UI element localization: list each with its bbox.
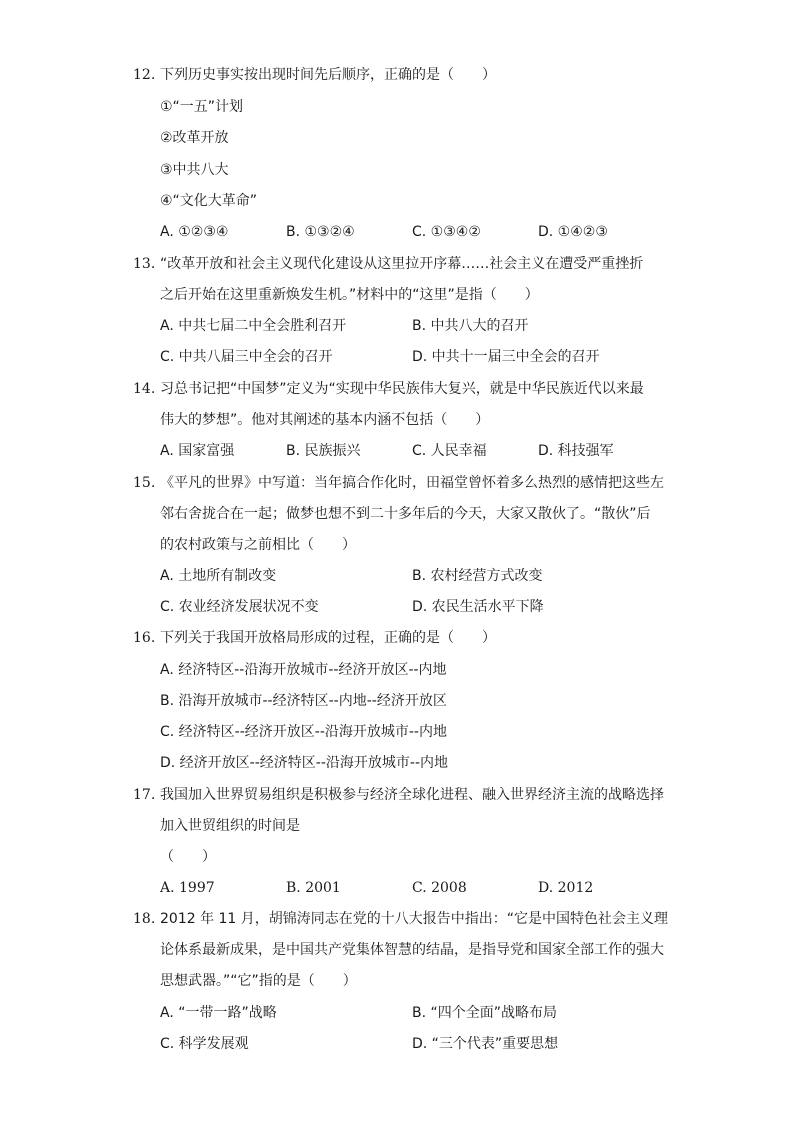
- option-a: A. ①②③④: [160, 224, 229, 240]
- question-stem: 2012 年 11 月，胡锦涛同志在党的十八大报告中指出：“它是中国特色社会主义理: [160, 911, 669, 927]
- option-d: D. “三个代表”重要思想: [412, 1036, 559, 1052]
- question-stem: 下列历史事实按出现时间先后顺序，正确的是（ ）: [160, 67, 496, 83]
- option-c: C. 中共八届三中全会的召开: [160, 349, 333, 365]
- option-c: C. 经济特区--经济开放区--沿海开放城市--内地: [160, 724, 447, 740]
- option-a: A. 中共七届二中全会胜利召开: [160, 318, 347, 334]
- question-stem: 的农村政策与之前相比（ ）: [160, 537, 356, 553]
- option-b: B. 农村经营方式改变: [412, 568, 543, 584]
- option-a: A. “一带一路”战略: [160, 1005, 277, 1021]
- question-stem: 伟大的梦想”。他对其阐述的基本内涵不包括（ ）: [160, 412, 490, 428]
- question-number: 15.: [133, 475, 156, 491]
- question-number: 17.: [133, 787, 156, 803]
- option-d: D. ①④②③: [538, 224, 608, 240]
- option-b: B. ①③②④: [286, 224, 355, 240]
- option-d: D. 中共十一届三中全会的召开: [412, 349, 600, 365]
- question-stem: 习总书记把“中国梦”定义为“实现中华民族伟大复兴，就是中华民族近代以来最: [160, 381, 644, 397]
- option-b: B. 中共八大的召开: [412, 318, 529, 334]
- option-b: B. “四个全面”战略布局: [412, 1005, 558, 1021]
- option-c: C. 2008: [412, 880, 467, 896]
- option-a: A. 国家富强: [160, 443, 235, 459]
- option-d: D. 农民生活水平下降: [412, 599, 544, 615]
- option-d: D. 2012: [538, 880, 594, 896]
- option-a: A. 土地所有制改变: [160, 568, 277, 584]
- question-number: 18.: [133, 911, 156, 927]
- list-item: ③中共八大: [160, 162, 229, 178]
- option-c: C. 农业经济发展状况不变: [160, 599, 319, 615]
- question-number: 16.: [133, 630, 156, 646]
- question-number: 14.: [133, 381, 156, 397]
- question-stem: “改革开放和社会主义现代化建设从这里拉开序幕……社会主义在遭受严重挫折: [160, 256, 644, 272]
- option-d: D. 经济开放区--经济特区--沿海开放城市--内地: [160, 755, 448, 771]
- option-c: C. 人民幸福: [412, 443, 487, 459]
- list-item: ②改革开放: [160, 130, 229, 146]
- question-stem: 思想武器。”“它”指的是（ ）: [160, 973, 357, 989]
- question-stem: 下列关于我国开放格局形成的过程，正确的是（ ）: [160, 630, 496, 646]
- option-a: A. 1997: [160, 880, 215, 896]
- list-item: ④“文化大革命”: [160, 193, 258, 209]
- option-c: C. ①③④②: [412, 224, 481, 240]
- option-b: B. 沿海开放城市--经济特区--内地--经济开放区: [160, 693, 447, 709]
- question-number: 13.: [133, 256, 156, 272]
- question-stem: 《平凡的世界》中写道：当年搞合作化时，田福堂曾怀着多么热烈的感情把这些左: [160, 475, 664, 491]
- question-number: 12.: [133, 67, 156, 83]
- question-stem: 加入世贸组织的时间是: [160, 818, 300, 834]
- question-stem: 论体系最新成果，是中国共产党集体智慧的结晶，是指导党和国家全部工作的强大: [160, 942, 664, 958]
- question-stem: 邻右舍拢合在一起；做梦也想不到二十多年后的今天，大家又散伙了。“散伙”后: [160, 506, 651, 522]
- question-stem: （ ）: [160, 849, 216, 865]
- option-b: B. 民族振兴: [286, 443, 361, 459]
- option-a: A. 经济特区--沿海开放城市--经济开放区--内地: [160, 662, 447, 678]
- option-d: D. 科技强军: [538, 443, 614, 459]
- question-stem: 之后开始在这里重新焕发生机。”材料中的“这里”是指（ ）: [160, 287, 539, 303]
- question-stem: 我国加入世界贸易组织是积极参与经济全球化进程、融入世界经济主流的战略选择: [160, 787, 664, 803]
- list-item: ①“一五”计划: [160, 99, 244, 115]
- option-b: B. 2001: [286, 880, 341, 896]
- option-c: C. 科学发展观: [160, 1036, 249, 1052]
